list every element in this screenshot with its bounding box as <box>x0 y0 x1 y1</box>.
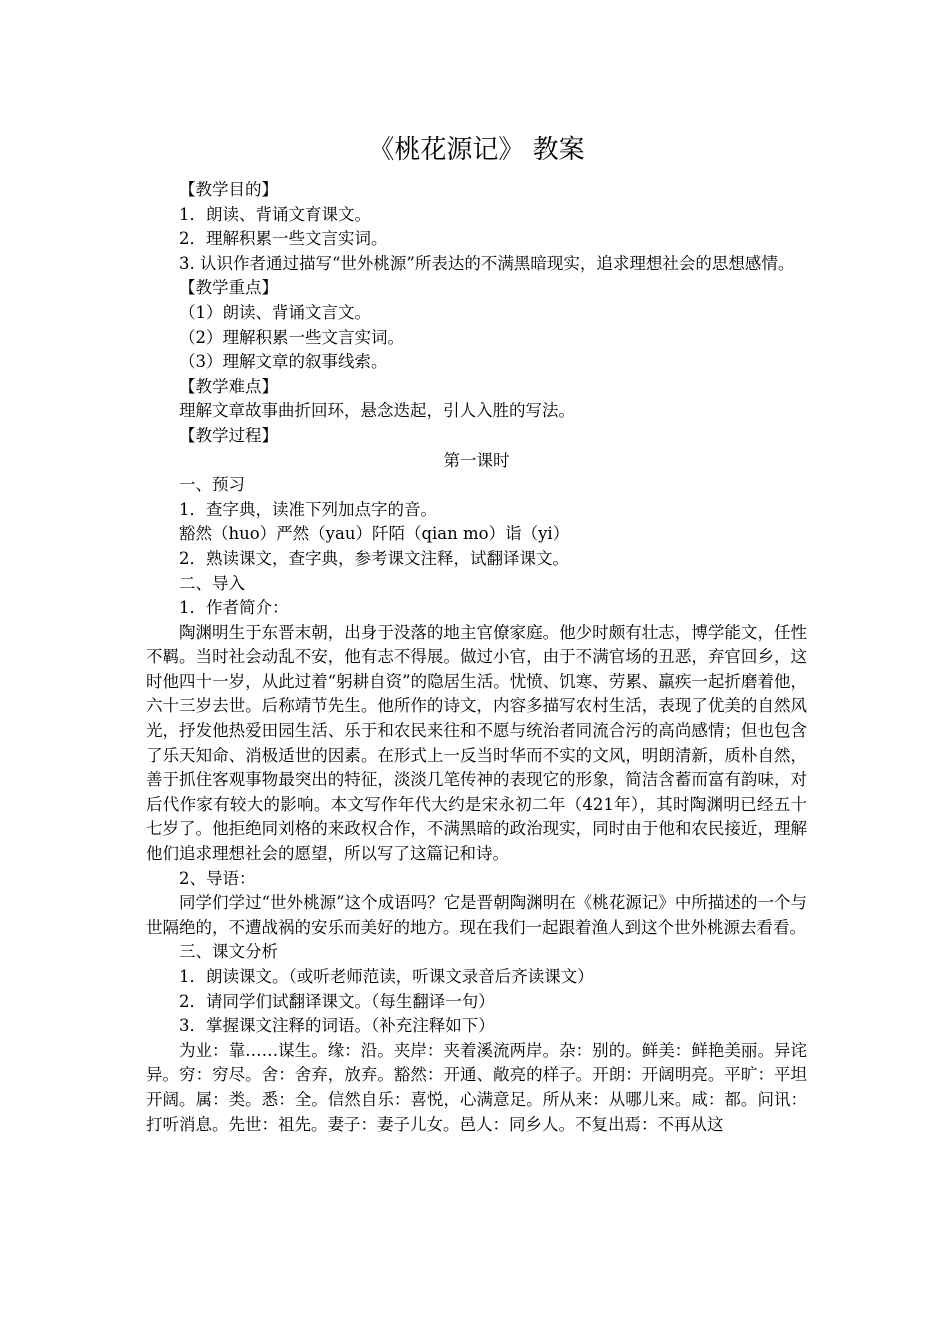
paragraph: 【教学过程】 <box>179 425 278 445</box>
paragraph: 2．熟读课文，查字典，参考课文注释，试翻译课文。 <box>179 548 569 568</box>
paragraph: 【教学目的】 <box>179 180 278 199</box>
paragraph: （1）朗读、背诵文言文。 <box>179 302 371 322</box>
paragraph: 1．朗读课文。（或听老师范读，听课文录音后齐读课文） <box>179 967 594 986</box>
document-title: 《桃花源记》 教案 <box>368 135 585 165</box>
paragraph: 1．作者简介： <box>179 598 289 618</box>
paragraph: 豁然（huo）严然（yau）阡陌（qian mo）诣（yi） <box>179 524 570 544</box>
paragraph: 3. 认识作者通过描写“世外桃源”所表达的不满黑暗现实，追求理想社会的思想感情。 <box>179 253 795 273</box>
paragraph: 二、导入 <box>179 573 245 593</box>
paragraph: 2．请同学们试翻译课文。（每生翻译一句） <box>179 991 495 1011</box>
paragraph: （3）理解文章的叙事线索。 <box>179 352 388 372</box>
paragraph: 同学们学过“世外桃源”这个成语吗？它是晋朝陶渊明在《桃花源记》中所描述的一个与世隔绝的，不遭战祸的安乐而美好的地方。现在我们一起跟着渔人到这个世外桃源去看看。 <box>146 893 807 937</box>
paragraph: 1．查字典，读准下列加点字的音。 <box>179 499 437 519</box>
paragraph: （2）理解积累一些文言实词。 <box>179 327 404 347</box>
paragraph: 1．朗读、背诵文育课文。 <box>179 204 371 224</box>
paragraph: 三、课文分析 <box>179 942 278 962</box>
paragraph: 陶渊明生于东晋末朝，出身于没落的地主官僚家庭。他少时颇有壮志，博学能文，任性不羁。当时社会动乱不安，他有志不得展。做过小官，由于不满官场的丑恶，弃官回乡，这时他四十一岁，从此过着“躬耕自资”的隐居生活。忧愤、饥寒、劳累、羸疾一起折磨着他，六十三岁去世。后称靖节先生。他所作的诗文，内容多描写农村生活，表现了优美的自然风光，抒发他热爱田园生活、乐于和农民来往和不愿与统治者同流合污的高尚感情；但也包含了乐天知命、消极适世的因素。在形式上一反当时华而不实的文风，明朗清新，质朴自然，善于抓住客观事物最突出的特征，淡淡几笔传神的表现它的形象，简洁含蓄而富有韵味，对后代作家有较大的影响。本文写作年代大约是宋永初二年（421年），其时陶渊明已经五十七岁了。他拒绝同刘格的来政权合作，不满黑暗的政治现实，同时由于他和农民接近，理解他们追求理想社会的愿望，所以写了这篇记和诗。 <box>146 622 807 864</box>
paragraph: 第一课时 <box>443 450 510 470</box>
paragraph: 【教学难点】 <box>179 376 278 396</box>
paragraph: 3．掌握课文注释的词语。（补充注释如下） <box>179 1016 495 1036</box>
paragraph: 为业：靠……谋生。缘：沿。夹岸：夹着溪流两岸。杂：别的。鲜美：鲜艳美丽。异诧异。穷：穷尽。舍：舍弃，放弃。豁然：开通、敞亮的样子。开朗：开阔明亮。平旷：平坦开阔。属：类。悉：全。信然自乐：喜悦，心满意足。所从来：从哪儿来。咸：都。问讯：打听消息。先世：祖先。妻子：妻子儿女。邑人：同乡人。不复出焉：不再从这 <box>146 1040 807 1134</box>
paragraph: 理解文章故事曲折回环，悬念迭起，引人入胜的写法。 <box>179 401 575 421</box>
paragraph: 【教学重点】 <box>179 278 278 298</box>
paragraph: 2．理解积累一些文言实词。 <box>179 229 388 249</box>
document-body <box>146 178 807 1137</box>
paragraph: 一、预习 <box>179 475 245 495</box>
paragraph: 2、导语： <box>179 868 256 888</box>
